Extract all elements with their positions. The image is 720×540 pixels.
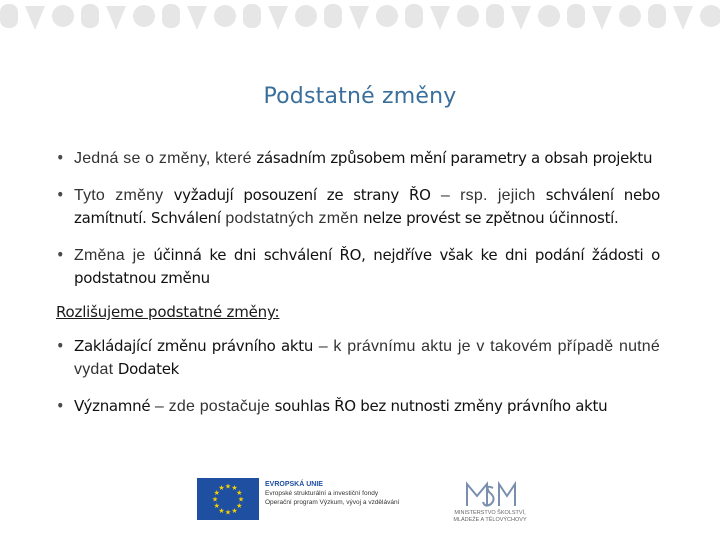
eu-star: ★ (236, 489, 243, 497)
eu-star: ★ (218, 484, 225, 493)
bullet-list (58, 147, 660, 289)
pattern-motif (162, 4, 180, 28)
pattern-motif (673, 6, 693, 30)
bullet-text-segment: Změna je (74, 247, 154, 264)
pattern-motif (268, 6, 288, 30)
bullet-item (58, 244, 660, 289)
pattern-motif (295, 5, 317, 27)
eu-star: ★ (211, 495, 219, 504)
pattern-motif (187, 6, 207, 30)
bullet-text-segment: schválení nebo zamítnutí. Schválení (74, 186, 661, 227)
pattern-motif (25, 6, 45, 30)
eu-star: ★ (224, 482, 232, 491)
pattern-motif (81, 4, 99, 28)
subheading: Rozlišujeme podstatné změny: (56, 303, 280, 321)
pattern-motif (619, 5, 641, 27)
footer-logos (195, 472, 535, 524)
bullet-text-segment: Zakládající změnu právního aktu (74, 337, 314, 355)
pattern-motif (511, 6, 531, 30)
eu-star: ★ (231, 484, 238, 493)
eu-star: ★ (213, 502, 220, 510)
bullet-text-segment: nelze provést se zpětnou účinností. (363, 209, 619, 227)
pattern-motif (457, 5, 479, 27)
msmt-emblem-icon (445, 478, 535, 510)
pattern-motif (700, 5, 720, 27)
bullet-text-segment: – rsp. jejich (430, 187, 546, 204)
msmt-logo-text: MINISTERSTVO ŠKOLSTVÍ, MLÁDEŽE A TĚLOVÝCHOVY (453, 510, 527, 523)
bullet-text-segment: souhlas ŘO bez nutnosti změny právního aktu (274, 397, 608, 415)
eu-star: ★ (237, 495, 245, 504)
pattern-motif (133, 5, 155, 27)
pattern-motif (0, 4, 18, 28)
bullet-text-segment: podstatných změn (220, 210, 364, 227)
pattern-motif (430, 6, 450, 30)
msmt-logo (445, 478, 535, 524)
eu-program: Operační program Výzkum, vývoj a vzdělávání (265, 499, 400, 506)
pattern-graphic (0, 0, 720, 34)
bullet-item (58, 147, 660, 170)
pattern-motif (52, 5, 74, 27)
eu-star: ★ (231, 506, 238, 515)
pattern-motif (538, 5, 560, 27)
pattern-motif (106, 6, 126, 30)
pattern-motif (405, 4, 423, 28)
eu-star: ★ (236, 502, 243, 510)
bullet-text-segment: vyžadují posouzení ze strany ŘO (173, 186, 431, 204)
bullet-text-segment: – zde postačuje (150, 398, 275, 415)
bullet-text-segment: účinná ke dni schválení ŘO, nejdříve však ke dni podání žádosti o podstatnou změnu (74, 246, 660, 287)
slide-title: Podstatné změny (263, 84, 457, 109)
pattern-motif (567, 4, 585, 28)
pattern-motif (324, 4, 342, 28)
eu-star: ★ (213, 489, 220, 497)
eu-name: EVROPSKÁ UNIE (265, 481, 323, 488)
eu-stars-icon (197, 478, 259, 520)
pattern-motif (648, 4, 666, 28)
pattern-motif (214, 5, 236, 27)
bullet-text-segment: Tyto změny (74, 187, 174, 204)
bullet-text-segment: Dodatek (117, 360, 180, 378)
decorative-pattern-banner (0, 0, 720, 34)
bullet-item (58, 184, 660, 230)
bullet-text-segment: Významné (74, 397, 151, 415)
bullet-item (58, 335, 660, 381)
bullet-list-types (58, 335, 660, 418)
pattern-motif (376, 5, 398, 27)
pattern-motif (592, 6, 612, 30)
bullet-text-segment: Jedná se o změny, které (74, 150, 257, 167)
pattern-motif (486, 4, 504, 28)
eu-star: ★ (224, 508, 232, 517)
eu-star: ★ (218, 506, 225, 515)
eu-logo-text (265, 480, 455, 507)
slide-content (58, 147, 660, 432)
bullet-text-segment: zásadním způsobem mění parametry a obsah projektu (256, 149, 653, 167)
eu-flag-logo (197, 478, 259, 520)
pattern-motif (349, 6, 369, 30)
bullet-item (58, 395, 660, 418)
bullet-text-segment: – k právnímu aktu je v takovém případě nutné vydat (74, 338, 661, 378)
pattern-motif (243, 4, 261, 28)
eu-funds: Evropské strukturální a investiční fondy (265, 490, 379, 497)
